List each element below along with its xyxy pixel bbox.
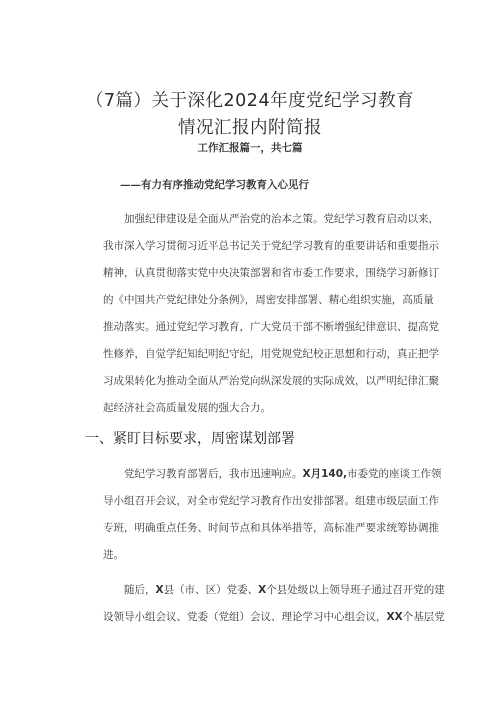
paragraph-line bbox=[103, 604, 445, 631]
text-segment: 县（市、区）党委、 bbox=[163, 584, 259, 596]
placeholder-xx: XX bbox=[386, 611, 403, 623]
text-segment: 随后， bbox=[124, 584, 156, 596]
text-segment: 个县处级以上领导班子通过召开党的建 bbox=[266, 584, 445, 596]
document-subtitle: 工作汇报篇一，共七篇 bbox=[197, 142, 303, 154]
paragraph-line: 性修养，自觉学纪知纪明纪守纪，用党规党纪校正思想和行动，真正把学 bbox=[103, 348, 439, 360]
paragraph-followup bbox=[103, 577, 445, 631]
paragraph-line: 推动落实。通过党纪学习教育，广大党员干部不断增强纪律意识、提高党 bbox=[103, 321, 439, 333]
paragraph-line: 的《中国共产党纪律处分条例》，周密安排部署、精心组织实施，高质量 bbox=[103, 294, 434, 306]
paragraph-line: 起经济社会高质量发展的强大合力。 bbox=[103, 402, 271, 414]
placeholder-x: X bbox=[155, 584, 164, 596]
document-title-line-1: （7篇）关于深化2024年度党纪学习教育 bbox=[85, 91, 415, 111]
document-title-line-2: 情况汇报内附简报 bbox=[178, 118, 322, 138]
text-segment: 市委党的座谈工作领 bbox=[347, 468, 442, 480]
paragraph-line: 进。 bbox=[103, 549, 124, 561]
paragraph-line bbox=[103, 577, 445, 604]
paragraph-deployment bbox=[103, 461, 442, 569]
text-segment: 个基层党 bbox=[402, 611, 445, 623]
section-heading-1: 一、紧盯目标要求，周密谋划部署 bbox=[85, 431, 295, 447]
paragraph-line bbox=[103, 461, 442, 488]
paragraph-line: 精神，认真贯彻落实党中央决策部署和省市委工作要求，围绕学习新修订 bbox=[103, 267, 439, 279]
text-segment: 党纪学习教育部署后，我市迅速响应。 bbox=[124, 468, 303, 480]
paragraph-line: 加强纪律建设是全面从严治党的治本之策。党纪学习教育启动以来， bbox=[124, 213, 439, 225]
document-kicker: ——有力有序推动党纪学习教育入心见行 bbox=[120, 179, 309, 191]
text-segment: 设领导小组会议、党委（党组）会议、理论学习中心组会议， bbox=[103, 611, 387, 623]
paragraph-line: 习成果转化为推动全面从严治党向纵深发展的实际成效，以严明纪律汇聚 bbox=[103, 375, 439, 387]
paragraph-intro bbox=[103, 206, 439, 422]
date-text: X月140, bbox=[302, 468, 348, 480]
paragraph-line: 导小组召开会议，对全市党纪学习教育作出安排部署。组建市级层面工作 bbox=[103, 495, 439, 507]
placeholder-x: X bbox=[258, 584, 267, 596]
paragraph-line: 我市深入学习贯彻习近平总书记关于党纪学习教育的重要讲话和重要指示 bbox=[103, 240, 439, 252]
paragraph-line: 专班，明确重点任务、时间节点和具体举措等，高标准严要求统筹协调推 bbox=[103, 522, 439, 534]
